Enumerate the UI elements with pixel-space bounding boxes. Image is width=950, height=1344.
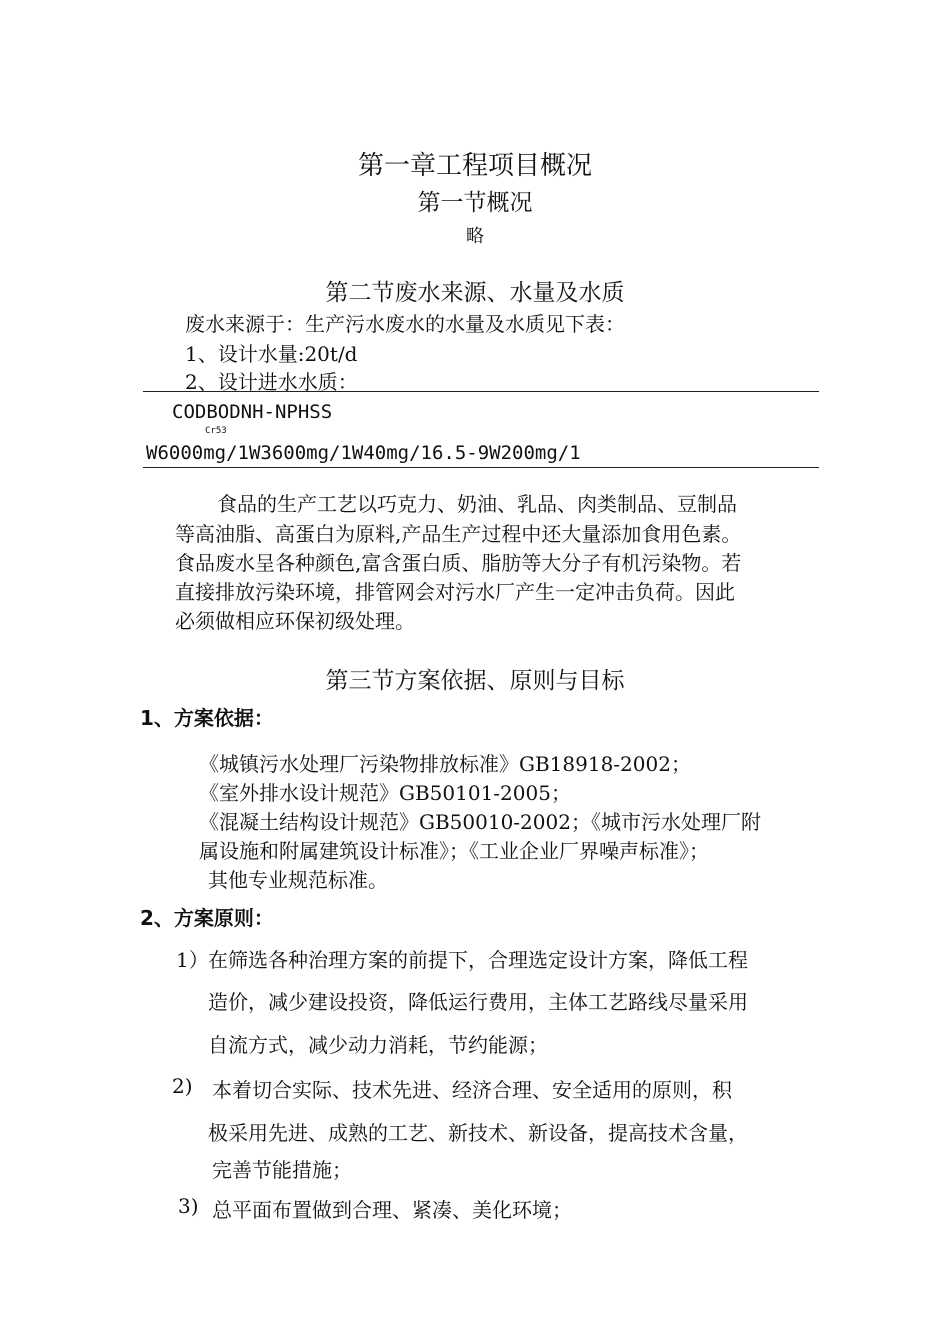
principle-number: 1） (176, 948, 209, 972)
principle-line: 造价，减少建设投资，降低运行费用，主体工艺路线尽量采用 (208, 990, 748, 1014)
design-quality-item: 2、设计进水水质： (185, 370, 358, 394)
principle-line: 自流方式，减少动力消耗，节约能源； (208, 1033, 548, 1057)
basis-heading: 1、方案依据： (140, 706, 274, 730)
paragraph-line: 食品废水呈各种颜色,富含蛋白质、脂肪等大分子有机污染物。若 (175, 551, 742, 575)
design-flow-item: 1、设计水量:20t/d (185, 342, 358, 366)
paragraph-line: 食品的生产工艺以巧克力、奶油、乳品、肉类制品、豆制品 (217, 492, 737, 516)
section3-title: 第三节方案依据、原则与目标 (325, 668, 625, 694)
basis-line: 《混凝土结构设计规范》GB50010-2002；《城市污水处理厂附 (199, 810, 761, 834)
principle-heading: 2、方案原则： (140, 906, 274, 930)
principle-line: 极采用先进、成熟的工艺、新技术、新设备，提高技术含量， (208, 1121, 748, 1145)
principle-number: 2) (172, 1074, 193, 1098)
table-bottom-rule (143, 467, 819, 468)
basis-line: 属设施和附属建筑设计标准》；《工业企业厂界噪声标准》； (199, 839, 709, 863)
principle-number: 3) (178, 1194, 199, 1218)
section2-title: 第二节废水来源、水量及水质 (325, 280, 625, 306)
basis-line: 《室外排水设计规范》GB50101-2005； (199, 781, 571, 805)
paragraph-line: 必须做相应环保初级处理。 (175, 609, 415, 633)
basis-line: 其他专业规范标准。 (208, 868, 388, 892)
principle-line: 本着切合实际、技术先进、经济合理、安全适用的原则，积 (212, 1078, 732, 1102)
chapter-title: 第一章工程项目概况 (357, 151, 592, 181)
principle-line: 总平面布置做到合理、紧凑、美化环境； (212, 1198, 572, 1222)
section1-body: 略 (466, 226, 484, 247)
principle-line: 完善节能措施； (212, 1158, 352, 1182)
table-top-rule (143, 391, 819, 392)
section1-title: 第一节概况 (417, 190, 533, 216)
quality-table-subscript: Cr53 (205, 426, 227, 436)
quality-table-values: W6000mg/1W3600mg/1W40mg/16.5-9W200mg/1 (146, 442, 581, 464)
principle-line: 在筛选各种治理方案的前提下，合理选定设计方案，降低工程 (208, 948, 748, 972)
paragraph-line: 直接排放污染环境，排管网会对污水厂产生一定冲击负荷。因此 (175, 580, 735, 604)
section2-intro: 废水来源于：生产污水废水的水量及水质见下表： (185, 312, 625, 336)
quality-table-header: CODBODNH-NPHSS (172, 401, 333, 423)
paragraph-line: 等高油脂、高蛋白为原料,产品生产过程中还大量添加食用色素。 (175, 522, 742, 546)
basis-line: 《城镇污水处理厂污染物排放标准》GB18918-2002； (199, 752, 691, 776)
